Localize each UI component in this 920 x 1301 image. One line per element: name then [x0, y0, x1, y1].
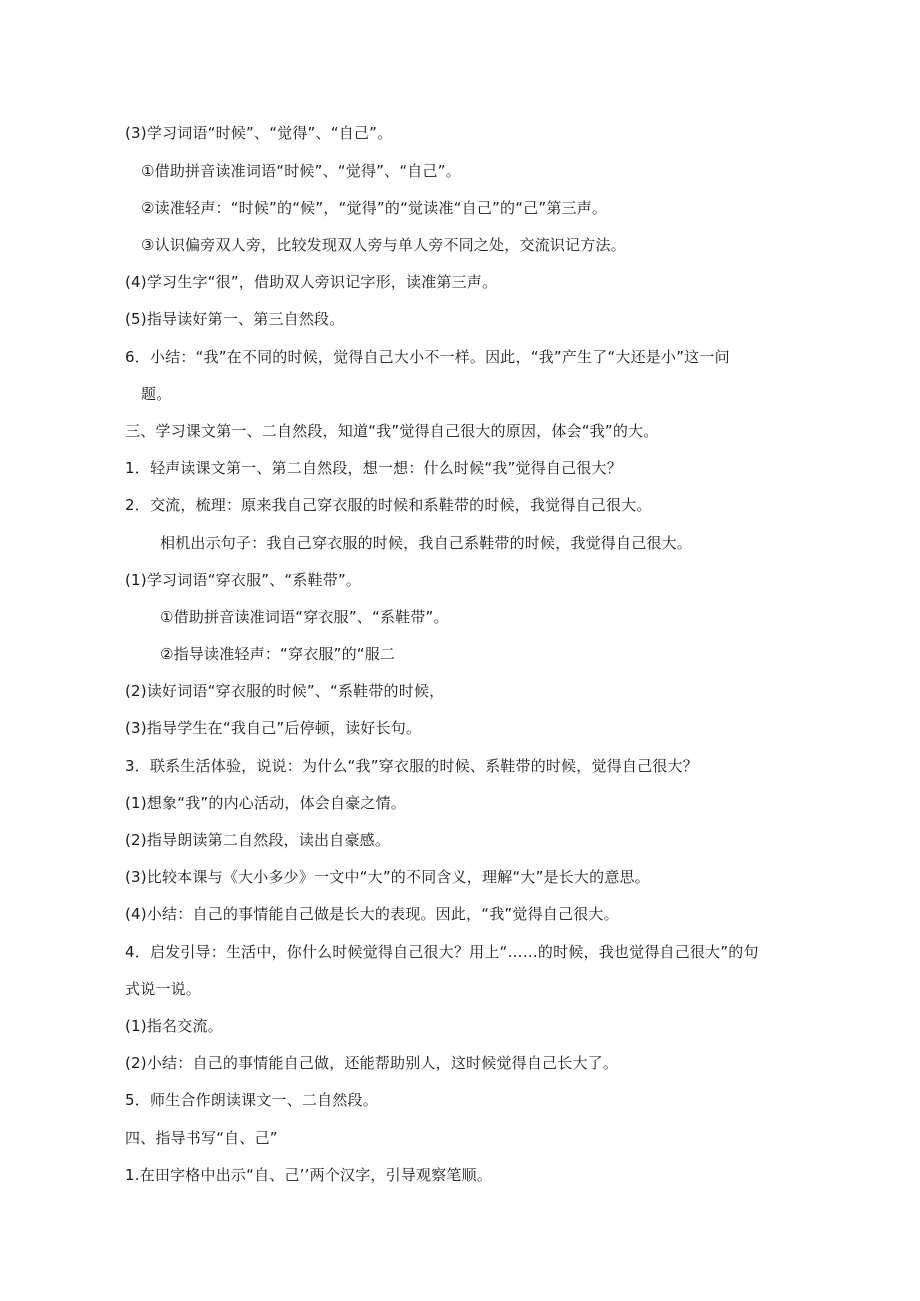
text-line: ③认识偏旁双人旁，比较发现双人旁与单人旁不同之处，交流识记方法。 — [141, 236, 626, 254]
text-line: 3．联系生活体验，说说：为什么“我”穿衣服的时候、系鞋带的时候，觉得自己很大？ — [125, 757, 698, 775]
section-heading: 三、学习课文第一、二自然段，知道“我”觉得自己很大的原因，体会“我”的大。 — [125, 422, 659, 440]
text-line: (1)指名交流。 — [125, 1017, 223, 1035]
text-line: 5．师生合作朗读课文一、二自然段。 — [125, 1091, 378, 1109]
section-heading: 四、指导书写“自、己” — [125, 1129, 278, 1147]
text-line: 相机出示句子：我自己穿衣服的时候，我自己系鞋带的时候，我觉得自己很大。 — [160, 534, 693, 552]
text-line: ②读准轻声：“时候”的“候”，“觉得”的“觉读准“自己”的“己”第三声。 — [141, 199, 608, 217]
text-line: (4)小结：自己的事情能自己做是长大的表现。因此，“我”觉得自己很大。 — [125, 905, 619, 923]
text-line: ①借助拼音读准词语“时候”、“觉得”、“自己”。 — [141, 162, 461, 180]
text-line: (3)比较本课与《大小多少》一文中“大”的不同含义，理解“大”是长大的意思。 — [125, 868, 650, 886]
text-line: (4)学习生字“很”，借助双人旁识记字形，读准第三声。 — [125, 273, 498, 291]
text-line: 2．交流，梳理：原来我自己穿衣服的时候和系鞋带的时候，我觉得自己很大。 — [125, 496, 652, 514]
text-line: (3)学习词语“时候”、“觉得”、“自己”。 — [125, 124, 393, 142]
text-line: (5)指导读好第一、第三自然段。 — [125, 310, 345, 328]
text-line: 题。 — [141, 385, 172, 403]
text-line: (3)指导学生在“我自己”后停顿，读好长句。 — [125, 719, 422, 737]
text-line: 1．轻声读课文第一、第二自然段，想一想：什么时候“我”觉得自己很大？ — [125, 459, 622, 477]
text-line: 式说一说。 — [125, 980, 202, 998]
text-line: (2)小结：自己的事情能自己做，还能帮助别人，这时候觉得自己长大了。 — [125, 1054, 619, 1072]
text-line: ②指导读准轻声：“穿衣服”的“服二 — [160, 645, 396, 663]
text-line: 4．启发引导：生活中，你什么时候觉得自己很大？用上“……的时候，我也觉得自己很大”的句 — [125, 943, 759, 961]
text-line: (1)学习词语“穿衣服”、“系鞋带”。 — [125, 571, 362, 589]
text-line: 6．小结：“我”在不同的时候，觉得自己大小不一样。因此，“我”产生了“大还是小”这一问 — [125, 348, 730, 366]
text-line: (2)读好词语“穿衣服的时候”、“系鞋带的时候， — [125, 682, 445, 700]
text-line: (1)想象“我”的内心活动，体会自豪之情。 — [125, 794, 406, 812]
text-line: 1.在田字格中出示“自、己’’两个汉字，引导观察笔顺。 — [125, 1166, 493, 1184]
text-line: (2)指导朗读第二自然段，读出自豪感。 — [125, 831, 391, 849]
text-line: ①借助拼音读准词语“穿衣服”、“系鞋带”。 — [160, 608, 449, 626]
